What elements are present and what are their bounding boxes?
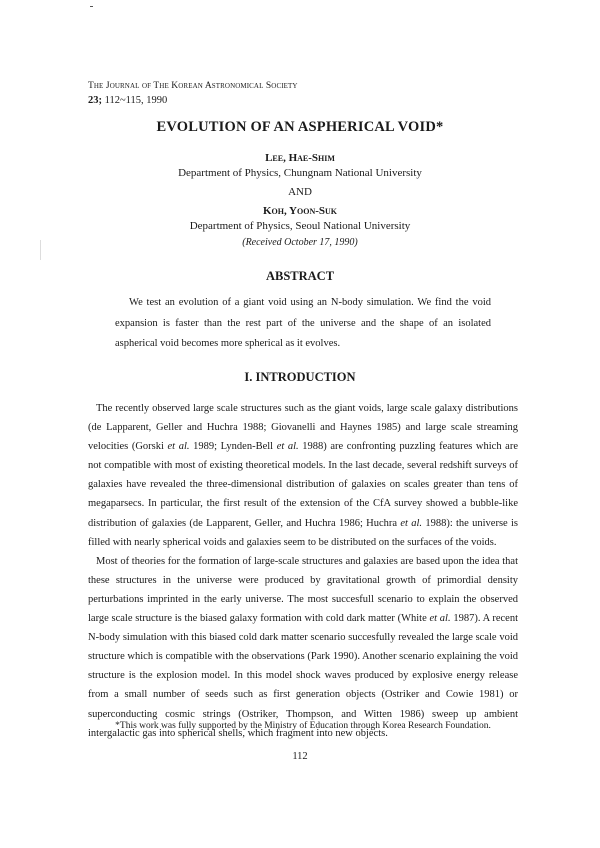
- journal-name: The Journal of The Korean Astronomical Society: [88, 81, 298, 91]
- introduction-heading: I. INTRODUCTION: [244, 370, 356, 384]
- footnote: *This work was fully supported by the Ministry of Education through Korea Research Foundation.: [115, 721, 491, 731]
- author-2-name: Koh, Yoon-Suk: [262, 205, 338, 217]
- pages-year: 112~115, 1990: [104, 95, 168, 106]
- paper-title: EVOLUTION OF AN ASPHERICAL VOID*: [156, 119, 444, 135]
- author-1-affiliation: Department of Physics, Chungnam National University: [178, 167, 422, 179]
- intro-paragraph-1: The recently observed large scale structures such as the giant voids, large scale galaxy distributions (de Lapparent, Geller and Huchra 1988; Giovanelli and Haynes 1985) and large scale streaming velocities (Gorski et al. 1989; Lynden-Bell et al. 1988) are confronting puzzling features which are not compatible with most of existing theoretical models. In the last decade, several redshift surveys of galaxies have revealed the three-dimensional distribution of galaxies on scales greater than tens of megaparsecs. In particular, the first result of the extension of the CfA survey showed a bubble-like distribution of galaxies (de Lapparent, Geller, and Huchra 1986; Huchra et al. 1988): the universe is filled with nearly spherical voids and galaxies seem to be distributed on the surfaces of the voids.: [88, 403, 518, 548]
- introduction-body: [88, 399, 518, 743]
- received-date: (Received October 17, 1990): [242, 237, 358, 248]
- volume-number: 23: [88, 95, 99, 106]
- and-separator: AND: [288, 186, 312, 198]
- page-number: 112: [292, 751, 308, 762]
- abstract-heading: ABSTRACT: [265, 269, 335, 283]
- scan-speck: [90, 6, 93, 7]
- volume-line: 23; 112~115, 1990: [88, 95, 168, 106]
- intro-paragraph-2: Most of theories for the formation of large-scale structures and galaxies are based upon the idea that these structures in the universe were produced by gravitational growth of primordial density perturbations imprinted in the early universe. The most succesfull scenario to explain the observed large scale structure is the biased galaxy formation with cold dark matter (White et al. 1987). A recent N-body simulation with this biased cold dark matter scenario succesfully revealed the large scale void structure which is compatible with the observations (Park 1990). Another scenario explaining the void structure is the explosion model. In this model shock waves produced by explosive energy release from a small number of seeds such as first generation objects (Ostriker and Cowie 1981) or superconducting cosmic strings (Ostriker, Thompson, and Witten 1986) sweep up ambient intergalactic gas into spherical shells, which fragment into new objects.: [88, 555, 518, 739]
- author-1-name: Lee, Hae-Shim: [265, 152, 335, 164]
- abstract-text: We test an evolution of a giant void using an N-body simulation. We find the void expansion is faster than the rest part of the universe and the shape of an isolated aspherical void becomes more spherical as it evolves.: [115, 297, 491, 349]
- author-2-affiliation: Department of Physics, Seoul National University: [189, 220, 411, 232]
